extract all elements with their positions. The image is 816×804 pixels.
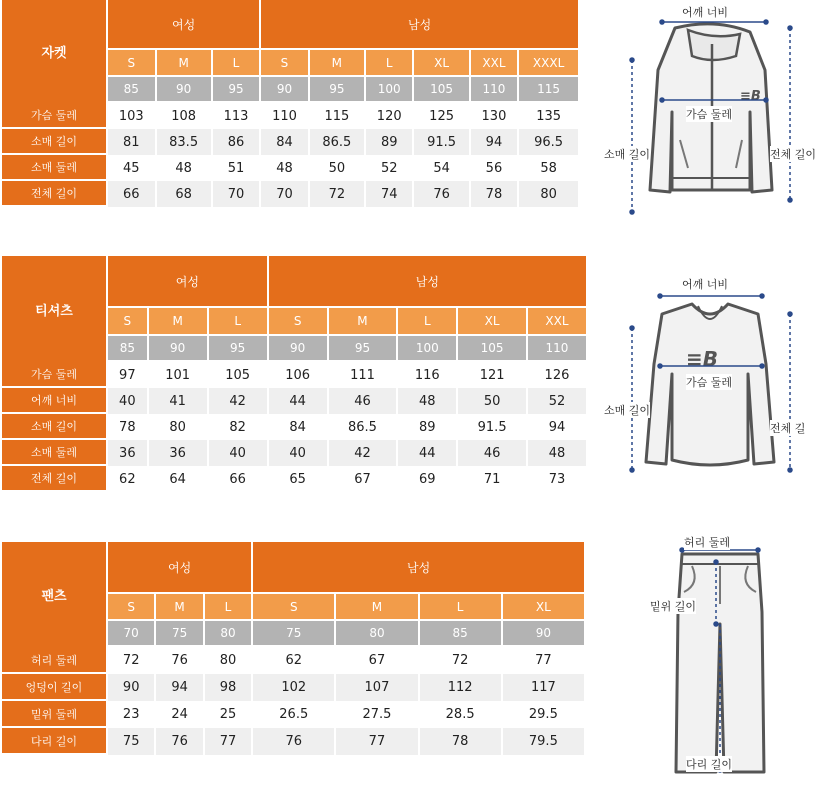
measurement-value: 76 — [414, 181, 468, 207]
size-header: S — [108, 50, 155, 77]
size-header: M — [329, 308, 397, 336]
size-header: XXL — [471, 50, 518, 77]
size-header: S — [108, 594, 154, 621]
size-header: L — [213, 50, 260, 77]
women-header: 여성 — [108, 256, 267, 308]
shoulder-width-label: 어깨 너비 — [682, 278, 729, 291]
measurement-value: 54 — [414, 155, 468, 181]
measurement-value: 80 — [149, 414, 207, 440]
measurement-value: 116 — [398, 362, 456, 388]
measurement-value: 81 — [108, 129, 155, 155]
measurement-label: 엉덩이 길이 — [2, 674, 106, 701]
measurement-label: 어깨 너비 — [2, 388, 106, 414]
measurement-value: 108 — [157, 103, 211, 129]
measurement-value: 91.5 — [414, 129, 468, 155]
measurement-value: 103 — [108, 103, 155, 129]
measurement-value: 77 — [503, 647, 584, 674]
measurement-value: 51 — [213, 155, 260, 181]
svg-text:≡B: ≡B — [740, 89, 761, 104]
size-header: S — [261, 50, 308, 77]
measurement-value: 90 — [108, 674, 154, 701]
pants-size-table — [0, 542, 586, 755]
measurement-value: 84 — [261, 129, 308, 155]
measurement-value: 94 — [528, 414, 586, 440]
measurement-value: 126 — [528, 362, 586, 388]
measurement-value: 94 — [156, 674, 202, 701]
measurement-value: 76 — [156, 728, 202, 755]
measurement-value: 78 — [108, 414, 147, 440]
size-header: M — [310, 50, 364, 77]
measurement-value: 86 — [213, 129, 260, 155]
total-length-label: 전체 길 — [770, 422, 806, 435]
korean-size: 95 — [310, 77, 364, 103]
chest-label: 가슴 둘레 — [686, 108, 733, 121]
korean-size: 85 — [108, 77, 155, 103]
measurement-label: 소매 둘레 — [2, 155, 106, 181]
measurement-value: 46 — [329, 388, 397, 414]
measurement-value: 76 — [156, 647, 202, 674]
measurement-value: 86.5 — [310, 129, 364, 155]
korean-size: 90 — [503, 621, 584, 647]
measurement-label: 가슴 둘레 — [2, 103, 106, 129]
inseam-label: 다리 길이 — [686, 758, 733, 771]
measurement-value: 62 — [253, 647, 334, 674]
measurement-value: 113 — [213, 103, 260, 129]
rise-label: 밑위 길이 — [650, 600, 697, 613]
measurement-value: 80 — [519, 181, 578, 207]
women-header: 여성 — [108, 0, 259, 50]
table-row — [2, 440, 586, 466]
measurement-value: 89 — [366, 129, 413, 155]
korean-size: 85 — [108, 336, 147, 362]
measurement-value: 72 — [310, 181, 364, 207]
measurement-value: 67 — [329, 466, 397, 492]
measurement-value: 69 — [398, 466, 456, 492]
size-header: M — [149, 308, 207, 336]
size-header: S — [269, 308, 327, 336]
measurement-value: 86.5 — [329, 414, 397, 440]
korean-size: 100 — [398, 336, 456, 362]
measurement-value: 48 — [398, 388, 456, 414]
measurement-value: 74 — [366, 181, 413, 207]
size-header: S — [253, 594, 334, 621]
measurement-value: 91.5 — [458, 414, 526, 440]
korean-size: 115 — [519, 77, 578, 103]
size-header: L — [209, 308, 267, 336]
table-row — [2, 701, 584, 728]
svg-text:≡B: ≡B — [686, 347, 719, 371]
measurement-value: 36 — [149, 440, 207, 466]
measurement-value: 42 — [329, 440, 397, 466]
table-row — [2, 129, 578, 155]
table-row — [2, 181, 578, 207]
measurement-label: 소매 둘레 — [2, 440, 106, 466]
korean-size: 70 — [108, 621, 154, 647]
measurement-value: 120 — [366, 103, 413, 129]
sleeve-length-label: 소매 길이 — [604, 404, 651, 417]
measurement-value: 24 — [156, 701, 202, 728]
measurement-value: 72 — [420, 647, 501, 674]
size-header: L — [420, 594, 501, 621]
measurement-value: 101 — [149, 362, 207, 388]
korean-size: 95 — [213, 77, 260, 103]
measurement-value: 41 — [149, 388, 207, 414]
measurement-value: 48 — [157, 155, 211, 181]
measurement-value: 72 — [108, 647, 154, 674]
table-category: 자켓 — [2, 0, 106, 103]
table-row — [2, 155, 578, 181]
table-row — [2, 647, 584, 674]
measurement-value: 40 — [108, 388, 147, 414]
measurement-value: 48 — [261, 155, 308, 181]
measurement-value: 76 — [253, 728, 334, 755]
waist-label: 허리 둘레 — [684, 536, 731, 549]
measurement-value: 40 — [269, 440, 327, 466]
measurement-value: 112 — [420, 674, 501, 701]
size-header: L — [205, 594, 251, 621]
measurement-value: 52 — [528, 388, 586, 414]
measurement-label: 전체 길이 — [2, 466, 106, 492]
measurement-value: 44 — [398, 440, 456, 466]
measurement-value: 44 — [269, 388, 327, 414]
measurement-value: 117 — [503, 674, 584, 701]
korean-size: 110 — [528, 336, 586, 362]
size-header: L — [366, 50, 413, 77]
measurement-label: 소매 길이 — [2, 129, 106, 155]
measurement-value: 80 — [205, 647, 251, 674]
korean-size: 75 — [156, 621, 202, 647]
measurement-value: 70 — [261, 181, 308, 207]
table-row — [2, 466, 586, 492]
measurement-value: 42 — [209, 388, 267, 414]
measurement-label: 다리 길이 — [2, 728, 106, 755]
measurement-value: 67 — [336, 647, 417, 674]
measurement-value: 36 — [108, 440, 147, 466]
measurement-value: 83.5 — [157, 129, 211, 155]
size-header: XL — [458, 308, 526, 336]
table-category: 팬츠 — [2, 542, 106, 647]
measurement-value: 58 — [519, 155, 578, 181]
korean-size: 90 — [269, 336, 327, 362]
table-row — [2, 362, 586, 388]
table-category: 티셔츠 — [2, 256, 106, 362]
men-header: 남성 — [261, 0, 578, 50]
measurement-value: 121 — [458, 362, 526, 388]
measurement-value: 50 — [310, 155, 364, 181]
korean-size: 95 — [209, 336, 267, 362]
pants-diagram — [640, 532, 800, 800]
measurement-value: 77 — [336, 728, 417, 755]
measurement-value: 98 — [205, 674, 251, 701]
size-header: XXXL — [519, 50, 578, 77]
measurement-label: 밑위 둘레 — [2, 701, 106, 728]
sleeve-length-label: 소매 길이 — [604, 148, 651, 161]
measurement-value: 102 — [253, 674, 334, 701]
measurement-value: 66 — [108, 181, 155, 207]
measurement-value: 78 — [420, 728, 501, 755]
size-header: XXL — [528, 308, 586, 336]
size-header: M — [156, 594, 202, 621]
measurement-value: 106 — [269, 362, 327, 388]
korean-size: 80 — [205, 621, 251, 647]
measurement-value: 79.5 — [503, 728, 584, 755]
measurement-value: 50 — [458, 388, 526, 414]
korean-size: 80 — [336, 621, 417, 647]
measurement-value: 70 — [213, 181, 260, 207]
size-header: XL — [503, 594, 584, 621]
korean-size: 105 — [414, 77, 468, 103]
korean-size: 90 — [261, 77, 308, 103]
men-header: 남성 — [269, 256, 586, 308]
measurement-value: 75 — [108, 728, 154, 755]
size-header: L — [398, 308, 456, 336]
measurement-value: 28.5 — [420, 701, 501, 728]
table-row — [2, 388, 586, 414]
women-header: 여성 — [108, 542, 251, 594]
jacket-diagram — [600, 0, 816, 220]
measurement-value: 40 — [209, 440, 267, 466]
measurement-value: 78 — [471, 181, 518, 207]
measurement-value: 68 — [157, 181, 211, 207]
measurement-value: 130 — [471, 103, 518, 129]
measurement-value: 23 — [108, 701, 154, 728]
measurement-value: 125 — [414, 103, 468, 129]
measurement-value: 56 — [471, 155, 518, 181]
korean-size: 100 — [366, 77, 413, 103]
measurement-value: 73 — [528, 466, 586, 492]
measurement-value: 115 — [310, 103, 364, 129]
measurement-value: 25 — [205, 701, 251, 728]
measurement-value: 94 — [471, 129, 518, 155]
korean-size: 105 — [458, 336, 526, 362]
chest-label: 가슴 둘레 — [686, 376, 733, 389]
measurement-label: 허리 둘레 — [2, 647, 106, 674]
measurement-label: 가슴 둘레 — [2, 362, 106, 388]
measurement-value: 111 — [329, 362, 397, 388]
measurement-label: 소매 길이 — [2, 414, 106, 440]
measurement-label: 전체 길이 — [2, 181, 106, 207]
measurement-value: 84 — [269, 414, 327, 440]
measurement-value: 71 — [458, 466, 526, 492]
shoulder-width-label: 어깨 너비 — [682, 6, 729, 19]
measurement-value: 110 — [261, 103, 308, 129]
korean-size: 90 — [157, 77, 211, 103]
korean-size: 75 — [253, 621, 334, 647]
measurement-value: 46 — [458, 440, 526, 466]
total-length-label: 전체 길이 — [770, 148, 816, 161]
size-header: M — [157, 50, 211, 77]
measurement-value: 26.5 — [253, 701, 334, 728]
measurement-value: 66 — [209, 466, 267, 492]
size-header: M — [336, 594, 417, 621]
men-header: 남성 — [253, 542, 584, 594]
korean-size: 85 — [420, 621, 501, 647]
tshirt-size-table — [0, 256, 588, 492]
measurement-value: 52 — [366, 155, 413, 181]
table-row — [2, 674, 584, 701]
measurement-value: 77 — [205, 728, 251, 755]
tshirt-diagram — [600, 274, 806, 484]
measurement-value: 27.5 — [336, 701, 417, 728]
measurement-value: 82 — [209, 414, 267, 440]
size-header: S — [108, 308, 147, 336]
measurement-value: 29.5 — [503, 701, 584, 728]
table-row — [2, 414, 586, 440]
measurement-value: 105 — [209, 362, 267, 388]
table-row — [2, 728, 584, 755]
table-row — [2, 103, 578, 129]
measurement-value: 45 — [108, 155, 155, 181]
measurement-value: 62 — [108, 466, 147, 492]
korean-size: 90 — [149, 336, 207, 362]
korean-size: 110 — [471, 77, 518, 103]
measurement-value: 89 — [398, 414, 456, 440]
measurement-value: 97 — [108, 362, 147, 388]
measurement-value: 48 — [528, 440, 586, 466]
korean-size: 95 — [329, 336, 397, 362]
measurement-value: 96.5 — [519, 129, 578, 155]
measurement-value: 65 — [269, 466, 327, 492]
measurement-value: 64 — [149, 466, 207, 492]
size-header: XL — [414, 50, 468, 77]
measurement-value: 107 — [336, 674, 417, 701]
measurement-value: 135 — [519, 103, 578, 129]
jacket-size-table — [0, 0, 580, 207]
